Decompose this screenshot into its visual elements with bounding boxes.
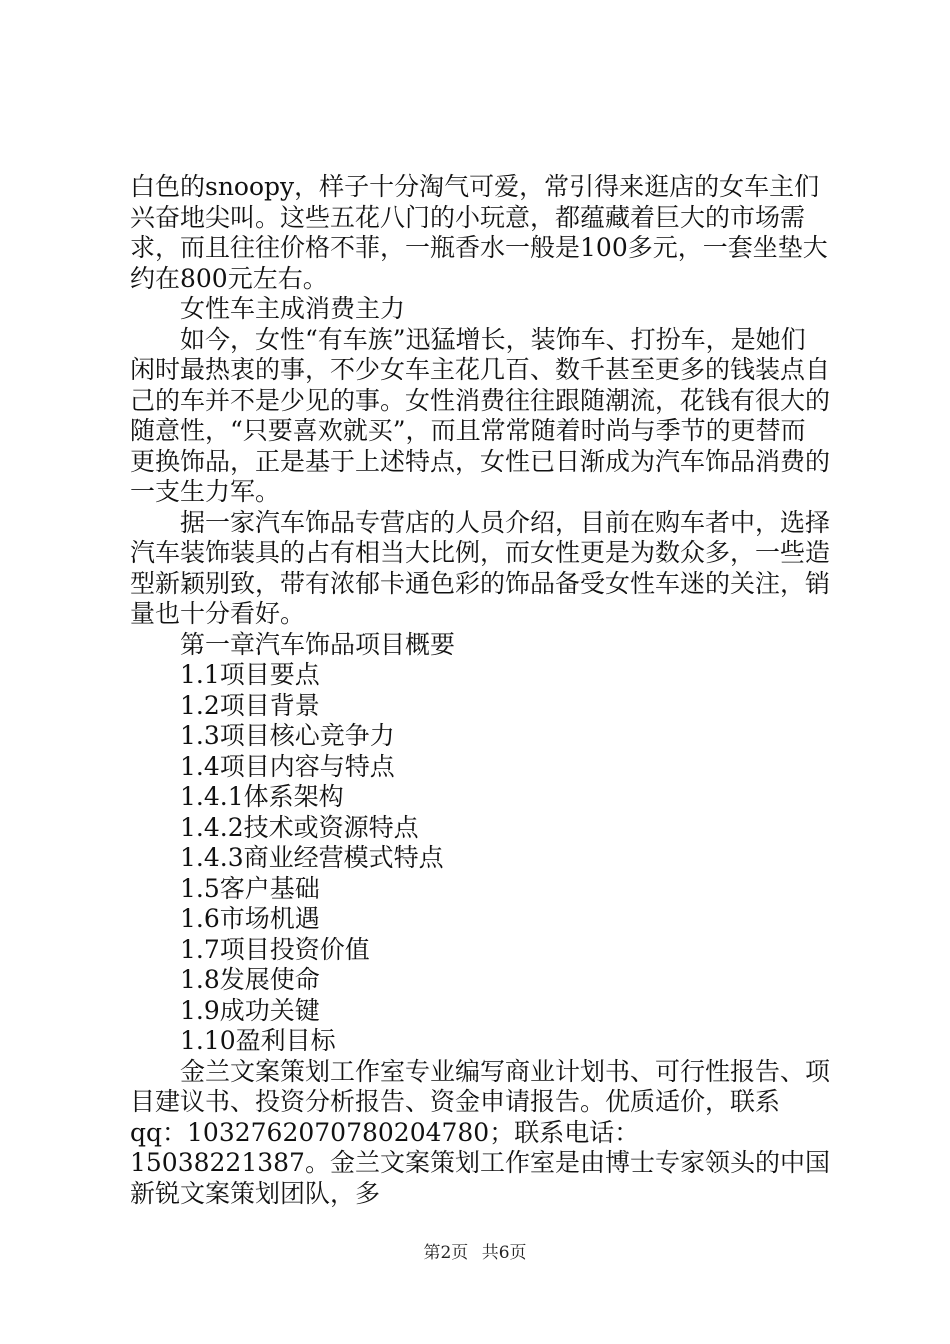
toc-item: 1.1项目要点 <box>180 660 320 689</box>
page-number: 第2页 <box>423 1243 469 1263</box>
chapter-heading: 第一章汽车饰品项目概要 <box>180 629 456 659</box>
paragraph-contact-info: 金兰文案策划工作室专业编写商业计划书、可行性报告、项目建议书、投资分析报告、资金申请报告。优质适价，联系qq：103276207078020​4780；联系电话：15038221387。金兰文案策划工作室是由博士专家领头的中国新锐文案策划团队，多 <box>130 1056 831 1208</box>
toc-item: 1.2项目背景 <box>180 690 320 720</box>
toc-item: 1.4.1体系架构 <box>180 782 344 811</box>
paragraph-store-introduction: 据一家汽车饰品专营店的人员介绍，目前在购车者中，选择汽车装饰装具的占有相当大比例，而女性更是为数众多，一些造型新颖别致，带有浓郁卡通色彩的饰品备受女性车迷的关注，销量也十分看好。 <box>130 507 831 628</box>
toc-item: 1.4.3商业经营模式特点 <box>180 843 444 872</box>
page-footer <box>0 1242 950 1264</box>
toc-item: 1.3项目核心竞争力 <box>180 721 395 750</box>
toc-item: 1.4项目内容与特点 <box>180 751 395 781</box>
section-heading-female-owners: 女性车主成消费主力 <box>180 294 406 323</box>
toc-item: 1.10盈利目标 <box>180 1026 336 1055</box>
page-total: 共6页 <box>481 1243 527 1263</box>
toc-item: 1.5客户基础 <box>180 873 320 903</box>
paragraph-female-consumers: 如今，女性“有车族”迅猛增长，装饰车、打扮车，是她们闲时最热衷的事，不少女车主花几百、数千甚至更多的钱装点自己的车并不是少见的事。女性消费往往跟随潮流，花钱有很大的随意性，“只要喜欢就买”，而且常常随着时尚与季节的更替而更换饰品，正是基于上述特点，女性已日渐成为汽车饰品消费的一支生力军。 <box>130 324 831 506</box>
toc-item: 1.8发展使命 <box>180 965 320 994</box>
document-body <box>130 172 830 1209</box>
paragraph-intro-continued: 白色的snoopy，样子十分淘气可爱，常引得来逛店的女车主们兴奋地尖叫。这些五花八门的小玩意，都蕴藏着巨大的市场需求，而且往往价格不菲，一瓶香水一般是100多元，一套坐垫大约在800元左右。 <box>130 172 828 293</box>
toc-item: 1.6市场机遇 <box>180 904 320 933</box>
toc-item: 1.9成功关键 <box>180 995 320 1025</box>
toc-item: 1.7项目投资价值 <box>180 934 370 964</box>
toc-item: 1.4.2技术或资源特点 <box>180 812 419 842</box>
